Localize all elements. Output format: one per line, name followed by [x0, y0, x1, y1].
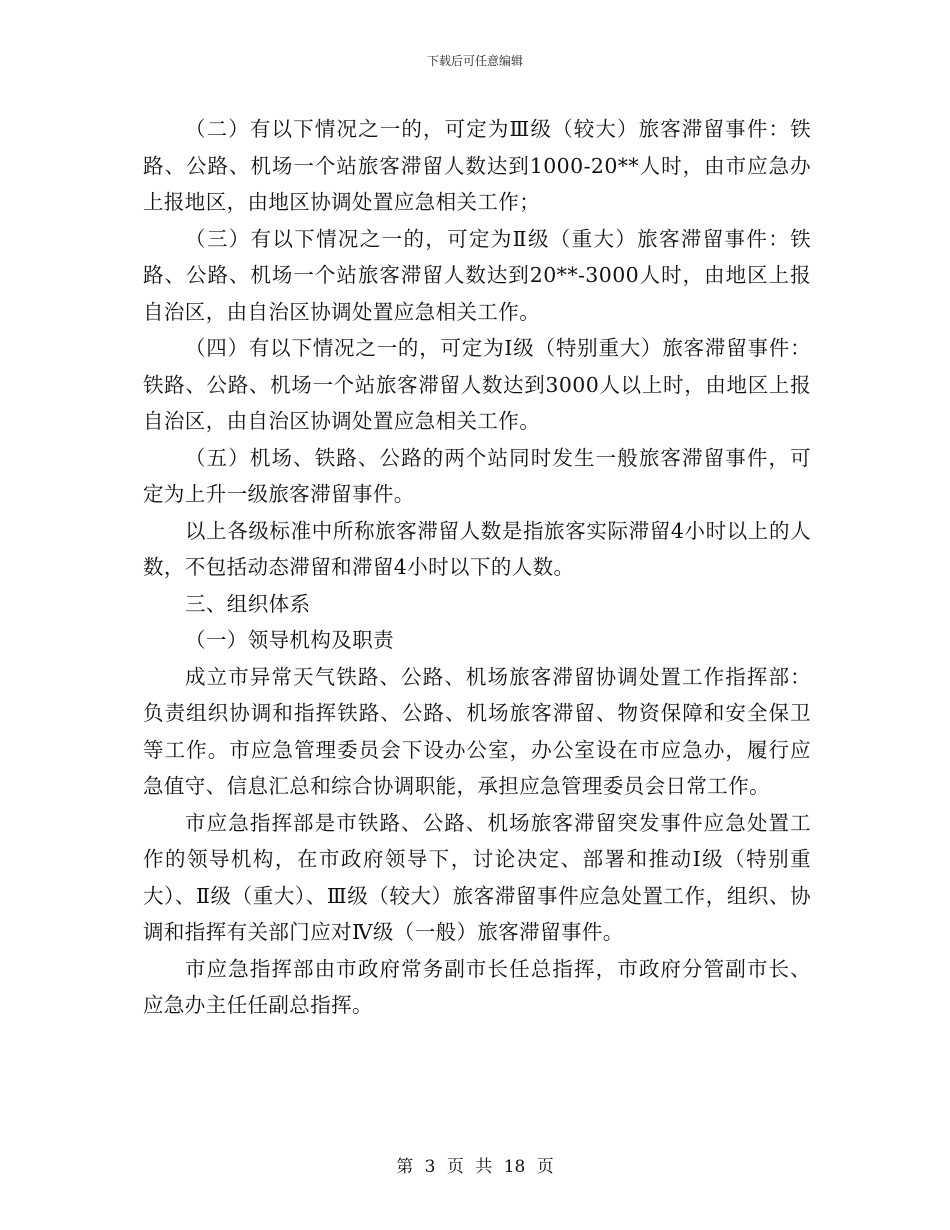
paragraph-count-definition: 以上各级标准中所称旅客滞留人数是指旅客实际滞留4小时以上的人数，不包括动态滞留和滞留4小时以下的人数。 — [143, 518, 811, 579]
paragraph-leadership-role: 市应急指挥部是市铁路、公路、机场旅客滞留突发事件应急处置工作的领导机构，在市政府领导下，讨论决定、部署和推动Ⅰ级（特别重大）、Ⅱ级（重大）、Ⅲ级（较大）旅客滞留事件应急处置工作，组织、协调和指挥有关部门应对Ⅳ级（一般）旅客滞留事件。 — [143, 810, 811, 944]
paragraph-commander: 市应急指挥部由市政府常务副市长任总指挥，市政府分管副市长、应急办主任任副总指挥。 — [143, 956, 811, 1017]
page-number: 第 3 页 共 18 页 — [396, 1157, 554, 1177]
subsection-heading-leadership: （一）领导机构及职责 — [185, 628, 394, 652]
paragraph-command-center: 成立市异常天气铁路、公路、机场旅客滞留协调处置工作指挥部：负责组织协调和指挥铁路、公路、机场旅客滞留、物资保障和安全保卫等工作。市应急管理委员会下设办公室，办公室设在市应急办，履行应急值守、信息汇总和综合协调职能，承担应急管理委员会日常工作。 — [143, 664, 811, 798]
paragraph-level-3-event: （二）有以下情况之一的，可定为Ⅲ级（较大）旅客滞留事件：铁路、公路、机场一个站旅客滞留人数达到1000-20**人时，由市应急办上报地区，由地区协调处置应急相关工作； — [143, 117, 811, 214]
paragraph-escalation: （五）机场、铁路、公路的两个站同时发生一般旅客滞留事件，可定为上升一级旅客滞留事件。 — [143, 445, 811, 506]
paragraph-level-1-event: （四）有以下情况之一的，可定为Ⅰ级（特别重大）旅客滞留事件：铁路、公路、机场一个站旅客滞留人数达到3000人以上时，由地区上报自治区，由自治区协调处置应急相关工作。 — [143, 336, 811, 433]
page-header: 下载后可任意编辑 — [426, 54, 523, 68]
paragraph-level-2-event: （三）有以下情况之一的，可定为Ⅱ级（重大）旅客滞留事件：铁路、公路、机场一个站旅客滞留人数达到20**-3000人时，由地区上报自治区，由自治区协调处置应急相关工作。 — [143, 226, 811, 324]
section-heading-organization: 三、组织体系 — [185, 591, 311, 616]
document-body — [143, 111, 811, 1024]
